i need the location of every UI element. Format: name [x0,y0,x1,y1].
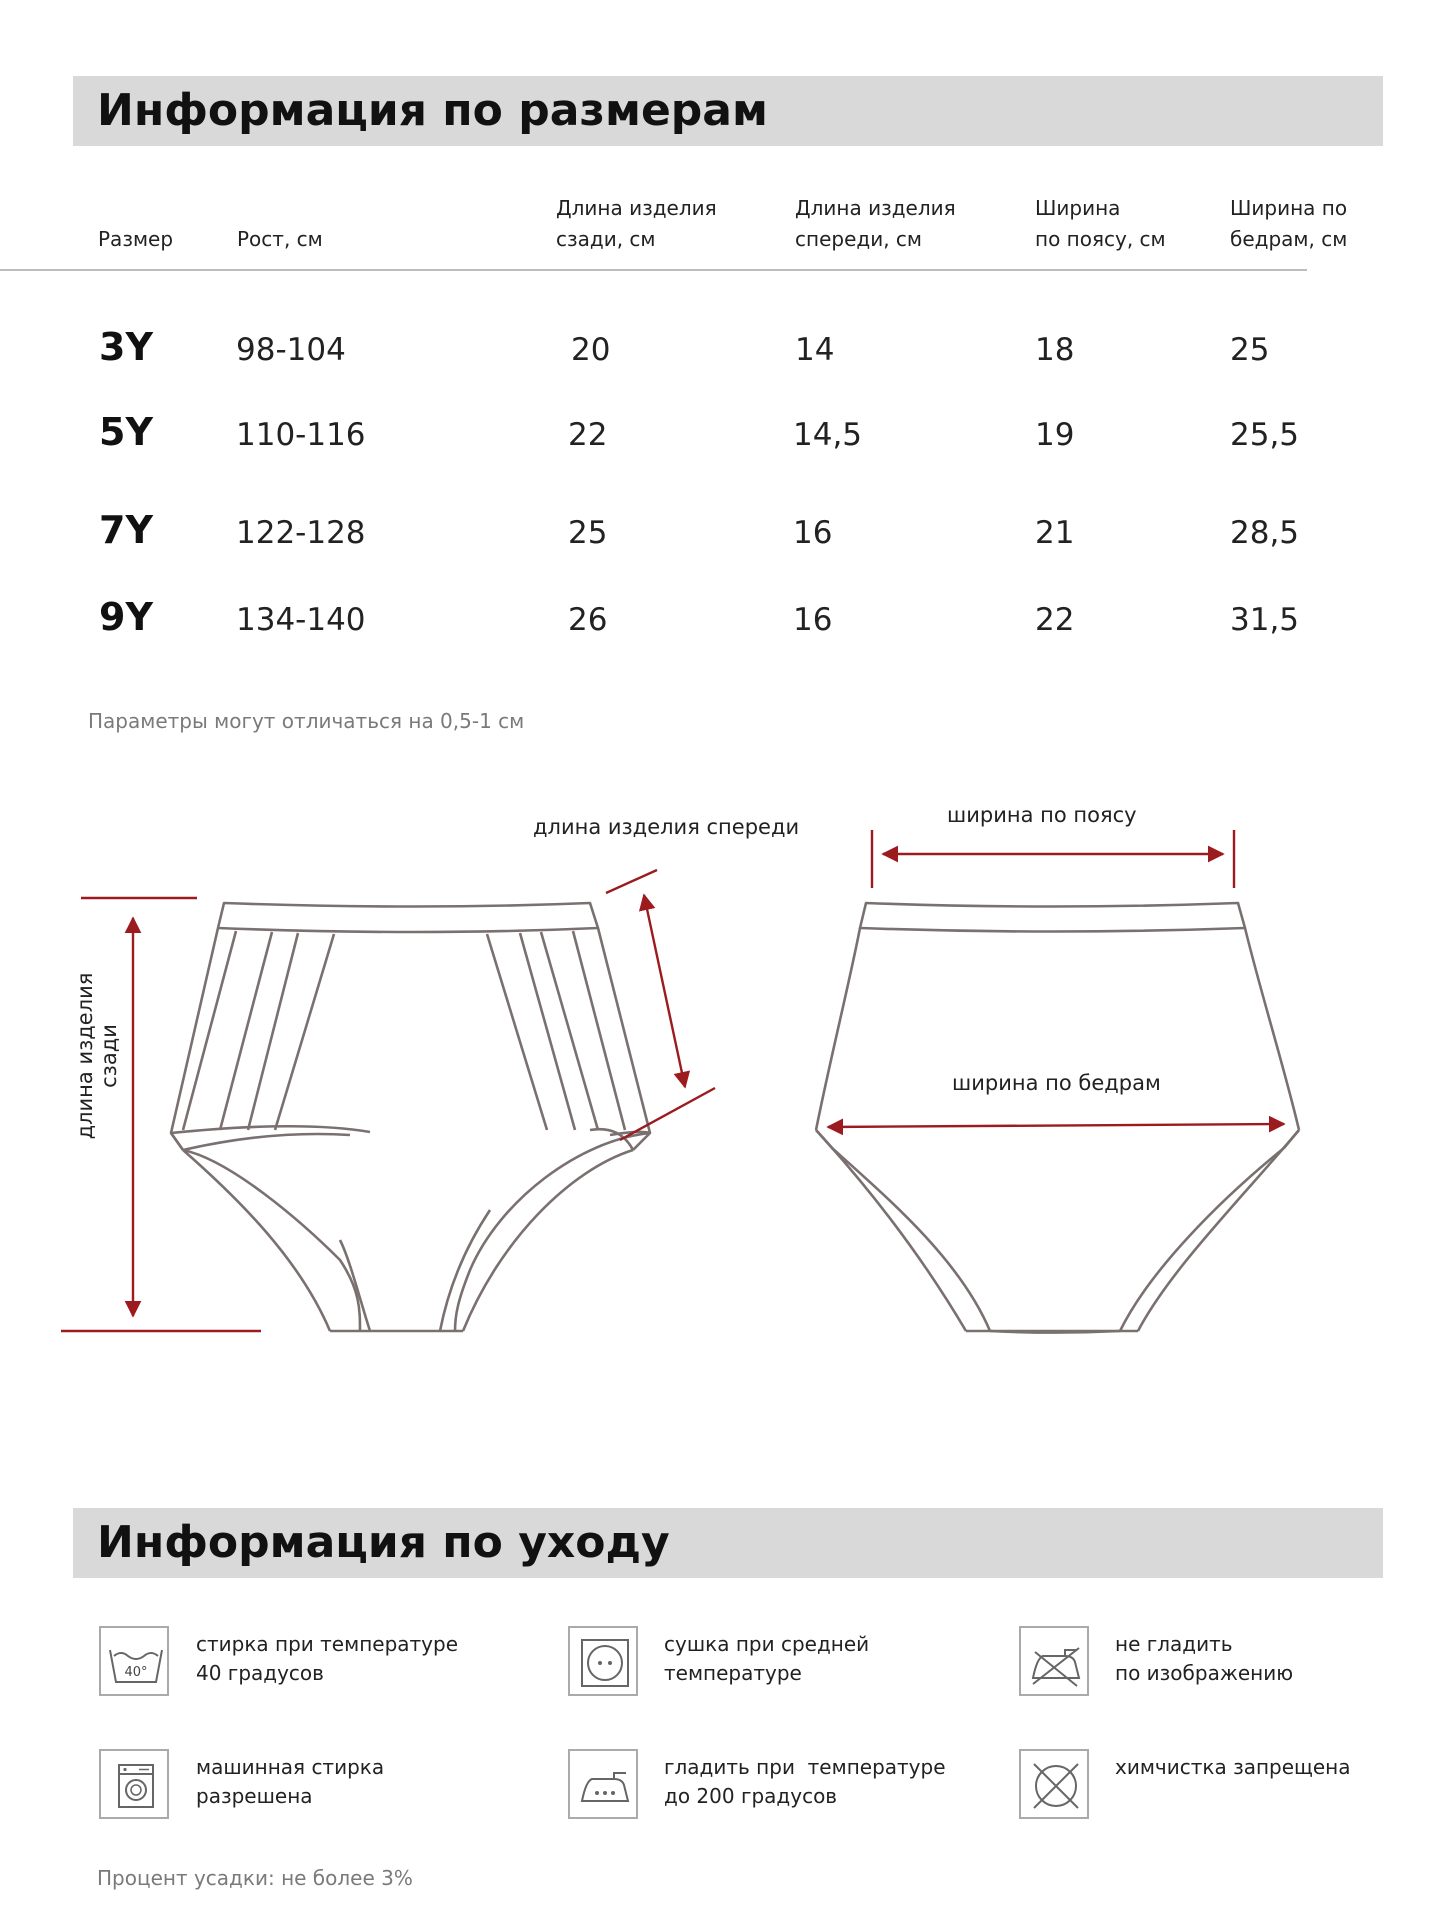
wash-temp-badge: 40° [124,1665,148,1680]
row-front-length: 16 [793,515,833,551]
row-back-length: 25 [568,515,608,551]
care-line: химчистка запрещена [1115,1755,1351,1779]
care-line: 40 градусов [196,1661,324,1685]
care-section-title: Информация по уходу [97,1517,670,1568]
row-size: 7Y [99,508,153,552]
size-section-title: Информация по размерам [97,85,768,136]
col-waist-1: Ширина [1035,196,1121,220]
row-height: 98-104 [236,332,346,368]
header-divider [0,269,1307,271]
row-height: 122-128 [236,515,366,551]
wash-40-icon [99,1626,169,1696]
care-dry-text [664,1630,869,1688]
no-dry-clean-icon [1019,1749,1089,1819]
care-line: температуре [664,1661,802,1685]
care-section-banner [73,1508,1383,1578]
row-waist: 19 [1035,417,1075,453]
row-waist: 21 [1035,515,1075,551]
care-no-dry-clean-text [1115,1753,1351,1782]
shrink-note: Процент усадки: не более 3% [97,1866,413,1890]
col-hips-1: Ширина по [1230,196,1348,220]
row-front-length: 14,5 [793,417,863,453]
care-line: сушка при средней [664,1632,870,1656]
care-wash-text [196,1630,458,1688]
care-line: стирка при температуре [196,1632,459,1656]
row-hips: 25 [1230,332,1270,368]
col-size: Размер [98,227,174,251]
col-front-length-1: Длина изделия [795,196,956,220]
col-back-length-1: Длина изделия [556,196,717,220]
row-size: 3Y [99,325,153,369]
hips-arrow [828,1124,1284,1127]
row-height: 110-116 [236,417,366,453]
waist-label: ширина по поясу [947,803,1137,827]
col-back-length-2: сзади, см [556,227,656,251]
size-section-banner [73,76,1383,146]
back-view-outline [816,903,1299,1333]
front-length-guide-top [606,870,657,893]
back-length-label: длина изделия сзади [73,972,121,1140]
care-line: по изображению [1115,1661,1294,1685]
tumble-dry-medium-icon [568,1626,638,1696]
row-waist: 22 [1035,602,1075,638]
size-note: Параметры могут отличаться на 0,5-1 см [88,709,525,733]
front-length-label: длина изделия спереди [533,815,800,839]
col-waist-2: по поясу, см [1035,227,1166,251]
col-hips-2: бедрам, см [1230,227,1348,251]
front-view-outline [171,903,650,1331]
row-size: 9Y [99,595,153,639]
row-hips: 25,5 [1230,417,1300,453]
col-front-length-2: спереди, см [795,227,923,251]
row-hips: 31,5 [1230,602,1300,638]
front-length-guide-bottom [620,1088,715,1140]
measurement-diagram [0,760,1440,1360]
row-hips: 28,5 [1230,515,1300,551]
row-front-length: 16 [793,602,833,638]
machine-wash-icon [99,1749,169,1819]
care-line: машинная стирка [196,1755,385,1779]
row-back-length: 26 [568,602,608,638]
care-line: гладить при температуре [664,1755,946,1779]
care-iron-text [664,1753,946,1811]
row-back-length: 22 [568,417,608,453]
row-height: 134-140 [236,602,366,638]
care-no-iron-text [1115,1630,1293,1688]
care-line: разрешена [196,1784,313,1808]
row-waist: 18 [1035,332,1075,368]
care-machine-wash-text [196,1753,384,1811]
row-front-length: 14 [795,332,835,368]
row-back-length: 20 [571,332,611,368]
care-line: не гладить [1115,1632,1233,1656]
row-size: 5Y [99,410,153,454]
col-height: Рост, см [237,227,323,251]
iron-200-icon [568,1749,638,1819]
hips-label: ширина по бедрам [952,1071,1161,1095]
front-length-arrow [644,895,685,1087]
care-line: до 200 градусов [664,1784,838,1808]
no-iron-on-print-icon [1019,1626,1089,1696]
